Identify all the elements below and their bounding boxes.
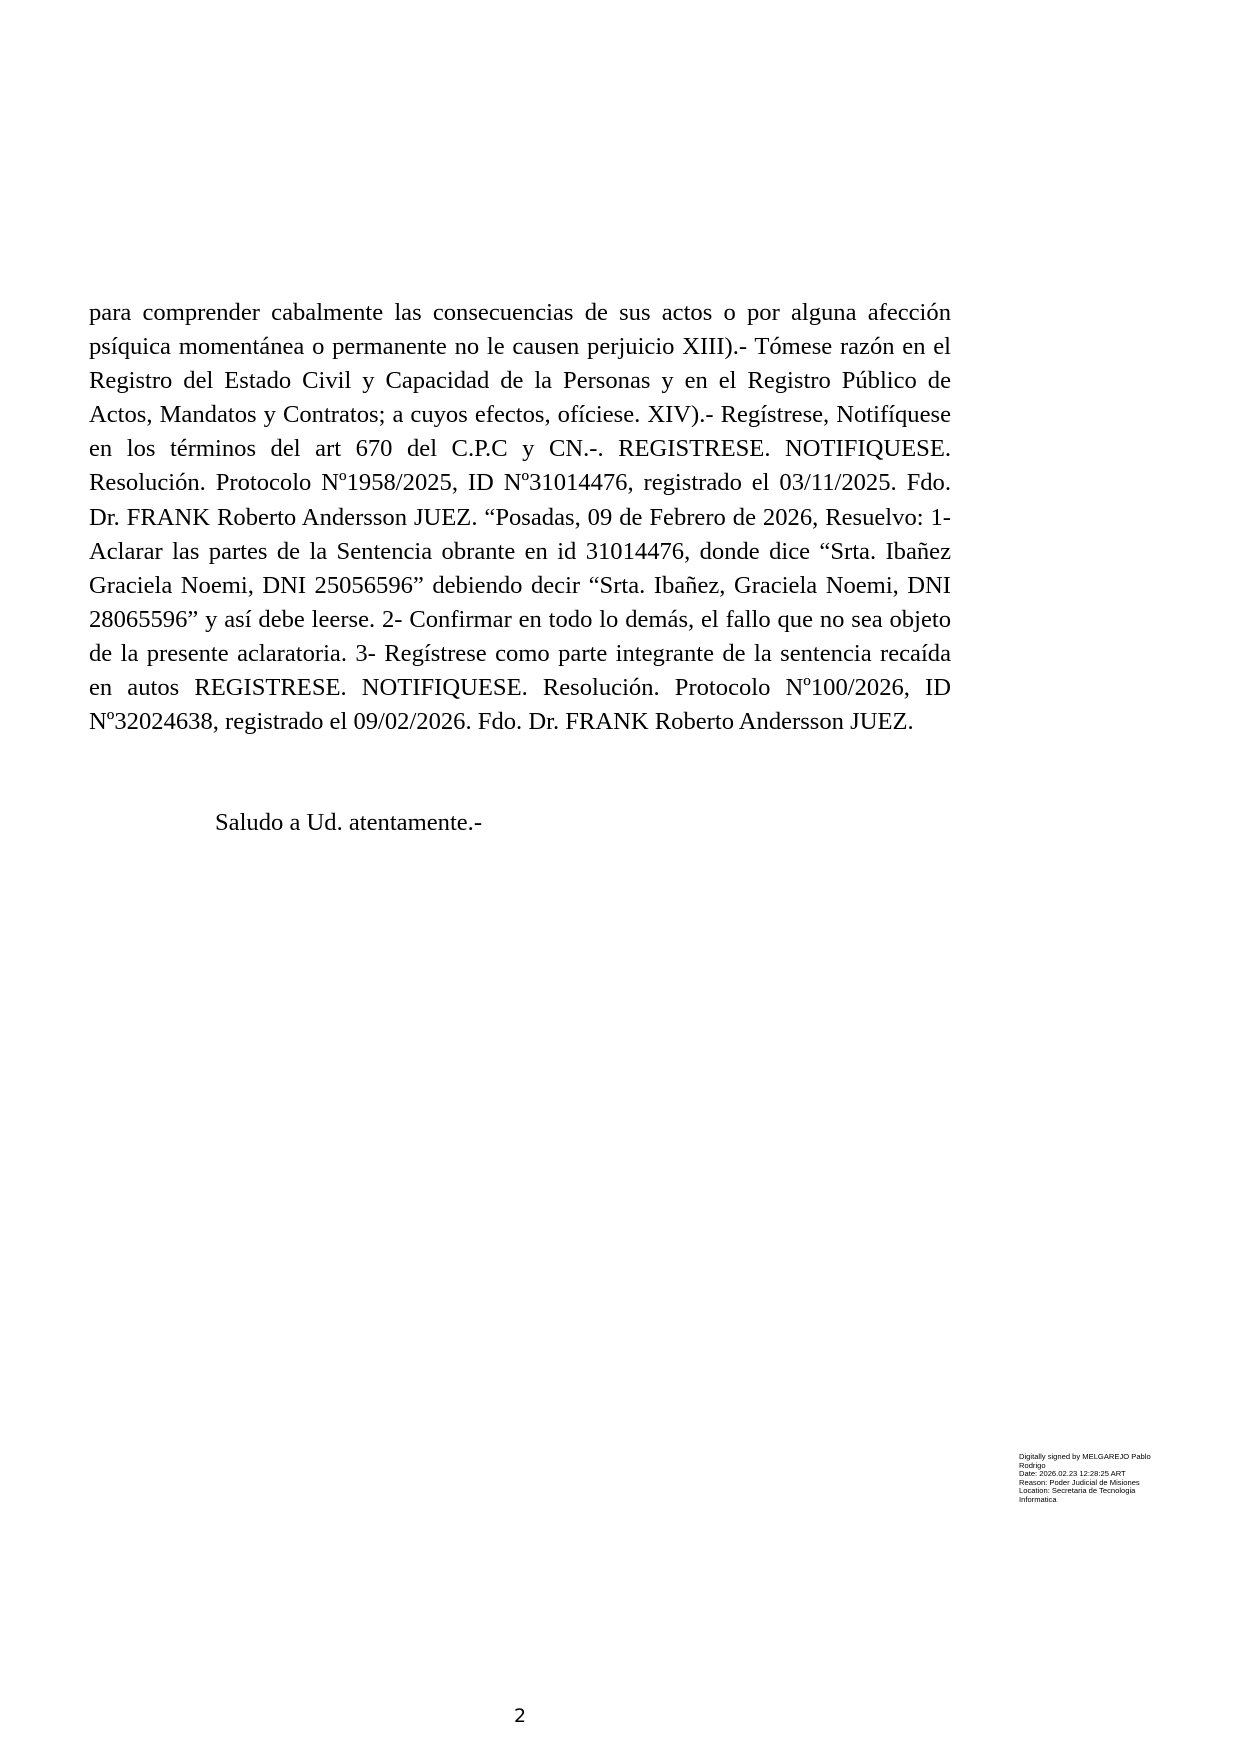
signature-line-signer-continued: Rodrigo	[1019, 1460, 1046, 1470]
signature-line-signer: Digitally signed by MELGAREJO Pablo	[1019, 1452, 1151, 1461]
closing-salutation: Saludo a Ud. atentamente.-	[215, 809, 483, 836]
body-paragraph: para comprender cabalmente las consecuencias de sus actos o por alguna afección psíquica momentánea o permanente no le causen perjuicio XIII).- Tómese razón en el Registro del Estado Civil y Capacidad de la Personas y en el Registro Público de Actos, Mandatos y Contratos; a cuyos efectos, ofíciese. XIV).- Regístrese, Notifíquese en los términos del art 670 del C.P.C y CN.-. REGISTRESE. NOTIFIQUESE. Resolución. Protocolo Nº1958/2025, ID Nº31014476, registrado el 03/11/2025. Fdo. Dr. FRANK Roberto Andersson JUEZ. “Posadas, 09 de Febrero de 2026, Resuelvo: 1- Aclarar las partes de la Sentencia obrante en id 31014476, donde dice “Srta. Ibañez Graciela Noemi, DNI 25056596” debiendo decir “Srta. Ibañez, Graciela Noemi, DNI 28065596” y así debe leerse. 2- Confirmar en todo lo demás, el fallo que no sea objeto de la presente aclaratoria. 3- Regístrese como parte integrante de la sentencia recaída en autos REGISTRESE. NOTIFIQUESE. Resolución. Protocolo Nº100/2026, ID Nº32024638, registrado el 09/02/2026. Fdo. Dr. FRANK Roberto Andersson JUEZ.	[89, 299, 951, 736]
signature-line-date: Date: 2026.02.23 12:28:25 ART	[1019, 1469, 1126, 1479]
signature-line-location: Location: Secretaria de Tecnologia	[1019, 1486, 1136, 1496]
digital-signature-block	[1019, 1453, 1179, 1505]
signature-line-reason: Reason: Poder Judicial de Misiones	[1019, 1477, 1140, 1487]
page-number: 2	[513, 1705, 527, 1727]
signature-line-location-continued: Informatica	[1019, 1494, 1057, 1504]
